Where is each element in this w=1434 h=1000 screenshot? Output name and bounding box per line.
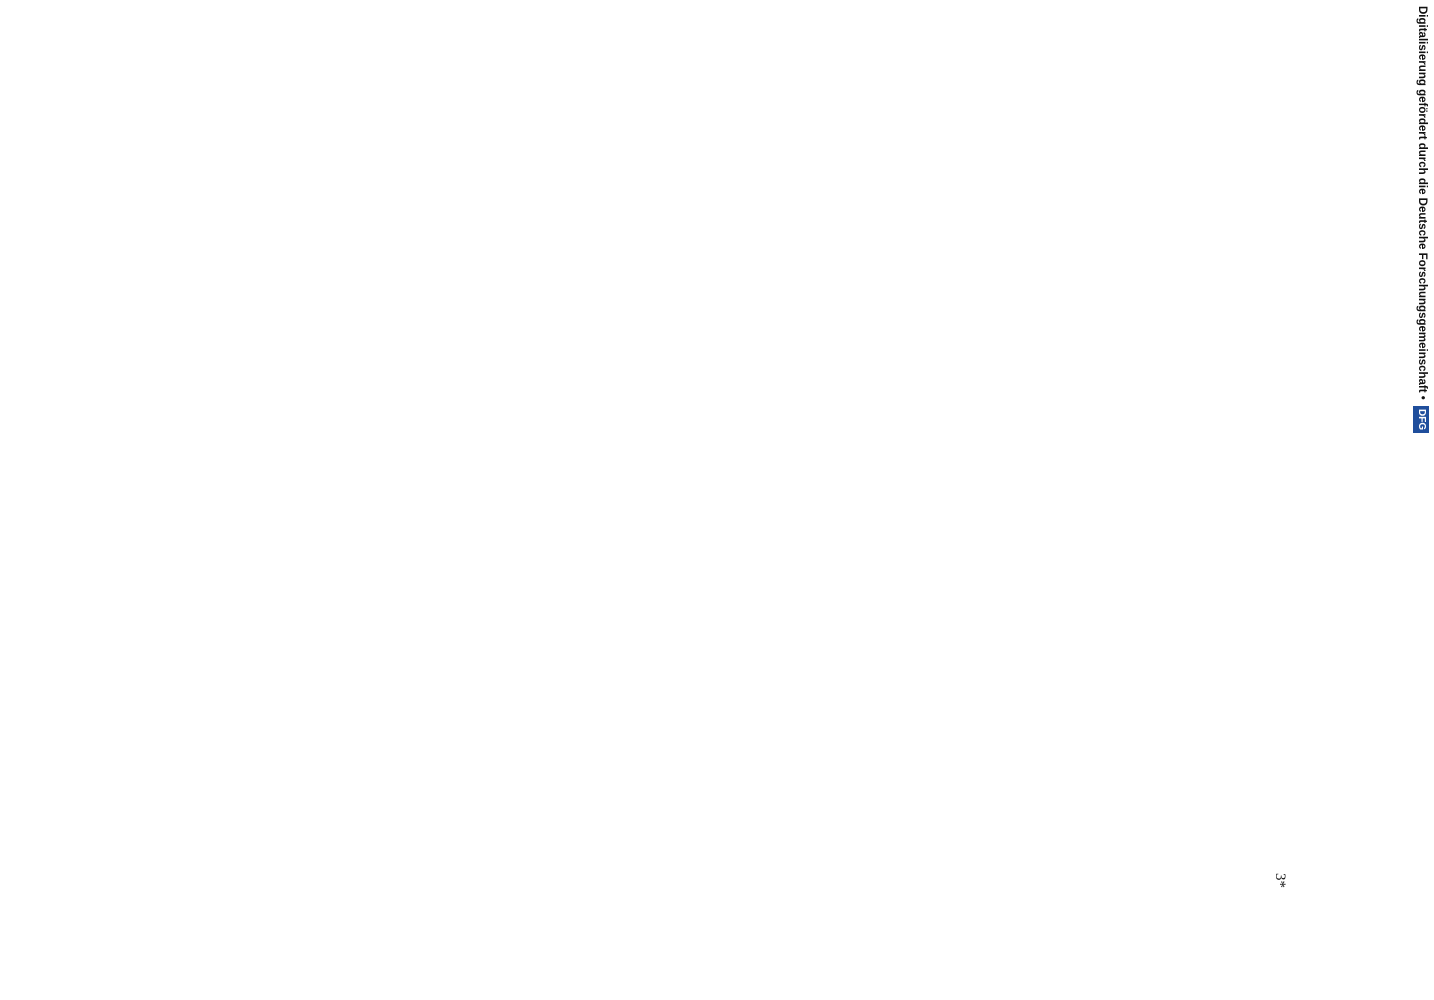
signature-mark: 3* <box>1272 873 1288 888</box>
digitization-credit <box>1414 6 1430 996</box>
digitization-credit-text: Digitalisierung gefördert durch die Deutsche Forschungsgemeinschaft • <box>1416 6 1428 400</box>
dfg-logo: DFG <box>1413 406 1429 433</box>
